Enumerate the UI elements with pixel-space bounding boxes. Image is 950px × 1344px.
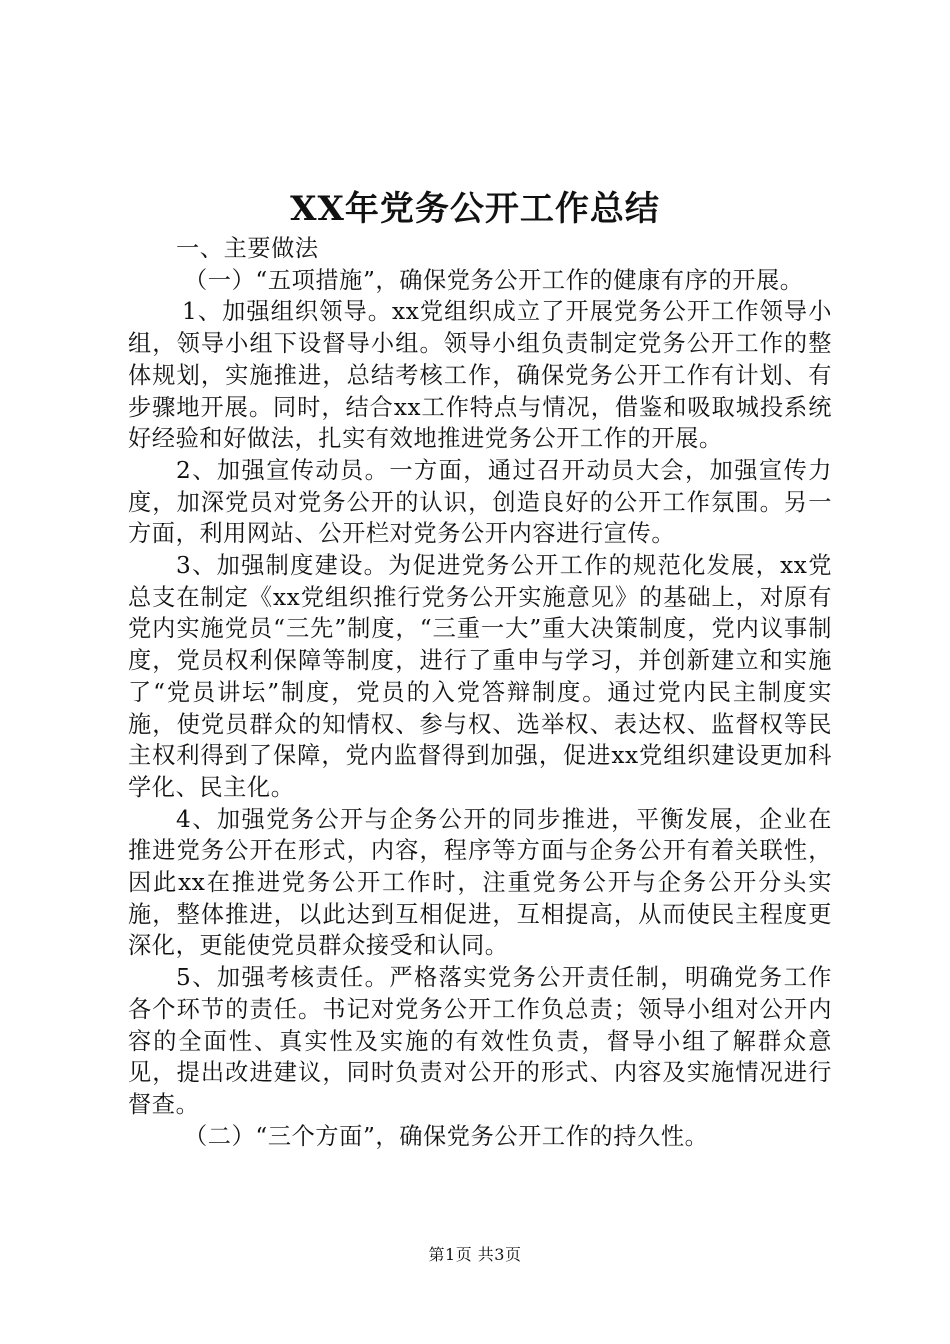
section-heading-main-practices: 一、主要做法 [176,235,319,262]
subsection-heading-three-aspects: （二）“三个方面”，确保党务公开工作的持久性。 [184,1122,709,1150]
document-title: XX年党务公开工作总结 [290,189,660,229]
paragraph-synchronous-advancement: 4、加强党务公开与企务公开的同步推进，平衡发展，企业在推进党务公开在形式，内容，程序等方面与企务公开有着关联性，因此xx在推进党务公开工作时，注重党务公开与企务公开分头实施，整体推进，以此达到互相促进，互相提高，从而使民主程度更深化，更能使党员群众接受和认同。 [128,805,832,960]
paragraph-system-construction: 3、加强制度建设。为促进党务公开工作的规范化发展，xx党总支在制定《xx党组织推行党务公开实施意见》的基础上，对原有党内实施党员“三先”制度，“三重一大”重大决策制度，党内议事制度，党员权利保障等制度，进行了重申与学习，并创新建立和实施了“党员讲坛”制度，党员的入党答辩制度。通过党内民主制度实施，使党员群众的知情权、参与权、选举权、表达权、监督权等民主权利得到了保障，党内监督得到加强，促进xx党组织建设更加科学化、民主化。 [128,552,832,801]
document-body [128,233,832,1152]
paragraph-publicity-mobilization: 2、加强宣传动员。一方面，通过召开动员大会，加强宣传力度，加深党员对党务公开的认识，创造良好的公开工作氛围。另一方面，利用网站、公开栏对党务公开内容进行宣传。 [128,456,832,548]
paragraph-assessment-responsibility: 5、加强考核责任。严格落实党务公开责任制，明确党务工作各个环节的责任。书记对党务公开工作负总责；领导小组对公开内容的全面性、真实性及实施的有效性负责，督导小组了解群众意见，提出改进建议，同时负责对公开的形式、内容及实施情况进行督查。 [128,964,832,1118]
page-footer: 第1页 共3页 [428,1245,522,1264]
subsection-heading-five-measures: （一）“五项措施”，确保党务公开工作的健康有序的开展。 [184,266,804,294]
paragraph-organization-leadership: 1、加强组织领导。xx党组织成立了开展党务公开工作领导小组，领导小组下设督导小组。领导小组负责制定党务公开工作的整体规划，实施推进，总结考核工作，确保党务公开工作有计划、有步骤地开展。同时，结合xx工作特点与情况，借鉴和吸取城投系统好经验和好做法，扎实有效地推进党务公开工作的开展。 [128,298,832,453]
